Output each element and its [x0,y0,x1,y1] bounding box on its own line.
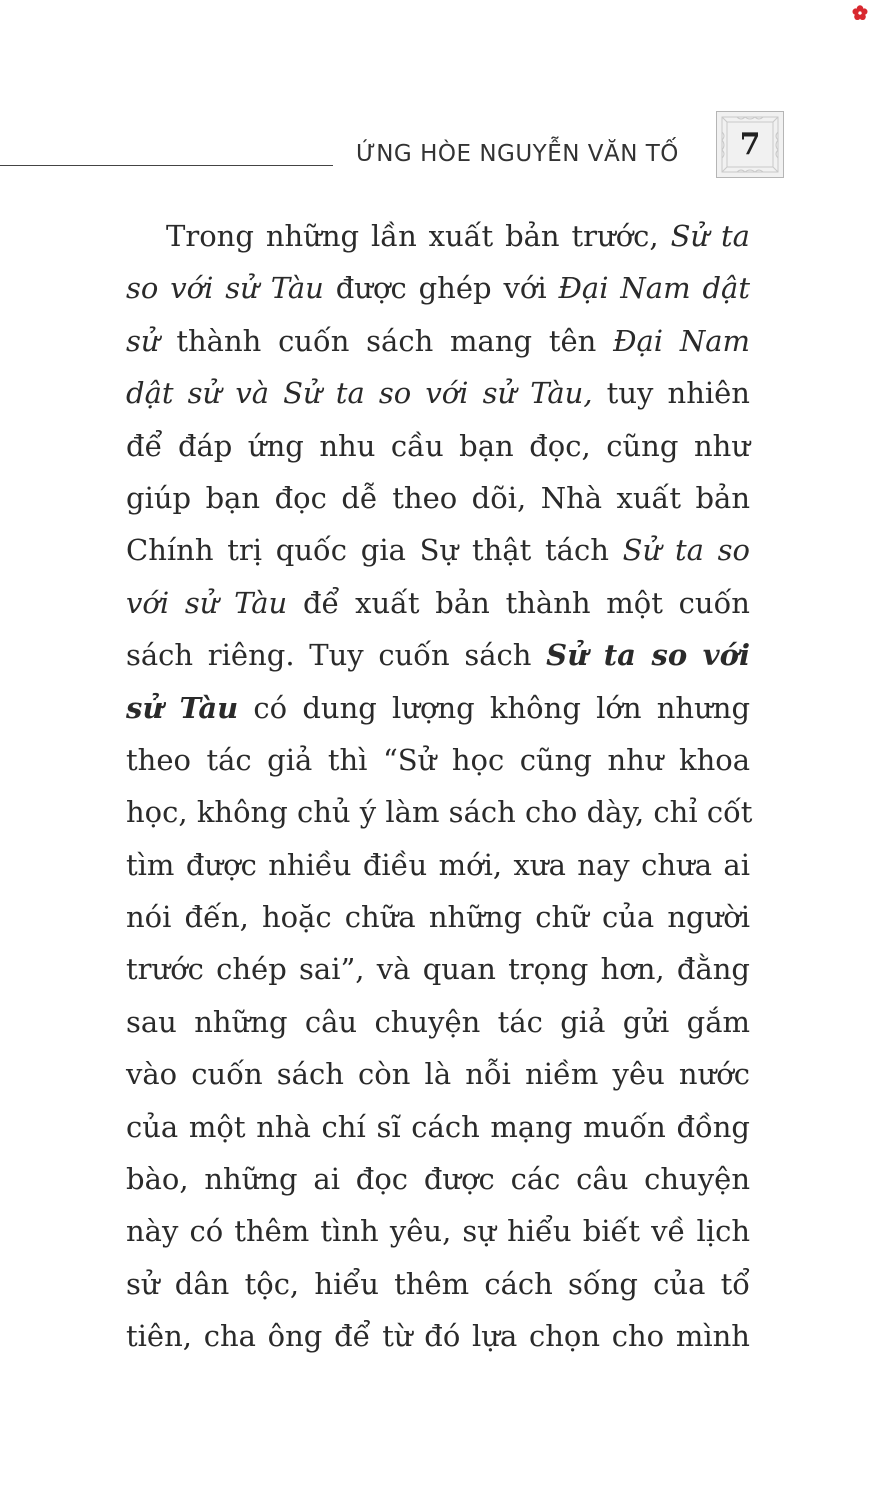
text-run: tìm được nhiều điều mới, xưa nay chưa ai [126,847,750,882]
text-line [126,315,750,367]
text-line [126,891,750,943]
text-run: thành cuốn sách mang tên [159,323,614,358]
page-number-box [716,111,784,178]
body-paragraph [126,210,753,1363]
text-run: học, không chủ ý làm sách cho dày, chỉ cốt [126,795,753,830]
italic-title: Sử ta so [622,533,751,568]
italic-title: Đại Nam dật [558,271,750,306]
text-line [126,1048,750,1100]
text-run: có dung lượng không lớn nhưng [238,690,751,725]
text-run: này có thêm tình yêu, sự hiểu biết về lịch [126,1214,750,1249]
text-line [126,734,750,786]
text-line [126,839,750,891]
text-run: bào, những ai đọc được các câu chuyện [126,1162,750,1197]
text-run: sau những câu chuyện tác giả gửi gắm [126,1004,750,1039]
bold-italic-title: sử Tàu [126,690,239,725]
text-line [126,1153,750,1205]
text-run: để xuất bản thành một cuốn [287,585,750,620]
text-line [126,210,750,262]
italic-title: Sử ta [670,219,750,253]
text-line [126,367,750,419]
text-run: vào cuốn sách còn là nỗi niềm yêu nước [126,1057,750,1092]
text-run: của một nhà chí sĩ cách mạng muốn đồng [126,1109,750,1144]
text-line [126,262,750,314]
text-run: sử dân tộc, hiểu thêm cách sống của tổ [126,1266,750,1301]
text-run: để đáp ứng nhu cầu bạn đọc, cũng như [126,428,750,463]
italic-title: với sử Tàu [126,585,288,620]
text-run: sách riêng. Tuy cuốn sách [126,638,547,673]
text-line [126,472,750,524]
text-run: trước chép sai”, và quan trọng hơn, đằng [126,952,750,987]
text-line [126,1310,750,1362]
text-line [126,524,750,576]
text-run: tuy nhiên [592,376,750,411]
text-line [126,577,750,629]
text-run: nói đến, hoặc chữa những chữ của người [126,900,750,935]
bold-italic-title: Sử ta so với [546,638,750,673]
text-line [126,1258,750,1310]
page-number: 7 [739,127,761,162]
text-run: được ghép với [323,271,559,306]
text-run: giúp bạn đọc dễ theo dõi, Nhà xuất bản [126,480,750,515]
text-line [126,943,750,995]
text-run: Trong những lần xuất bản trước, [166,219,671,253]
flower-mark-icon [851,4,869,22]
running-head-title: ỨNG HÒE NGUYỄN VĂN TỐ [356,141,679,167]
text-run: Chính trị quốc gia Sự thật tách [126,533,623,568]
text-line [126,1101,750,1153]
text-line [126,420,750,472]
text-run: tiên, cha ông để từ đó lựa chọn cho mình [126,1319,750,1354]
text-run: theo tác giả thì “Sử học cũng như khoa [126,742,750,777]
italic-title: dật sử và Sử ta so với sử Tàu, [126,376,593,411]
text-line [126,682,750,734]
italic-title: so với sử Tàu [126,271,324,306]
text-line [126,629,750,681]
header-rule [0,165,333,166]
text-line [126,786,753,838]
italic-title: sử [126,323,160,358]
italic-title: Đại Nam [613,323,750,358]
text-line [126,996,750,1048]
text-line [126,1205,750,1257]
